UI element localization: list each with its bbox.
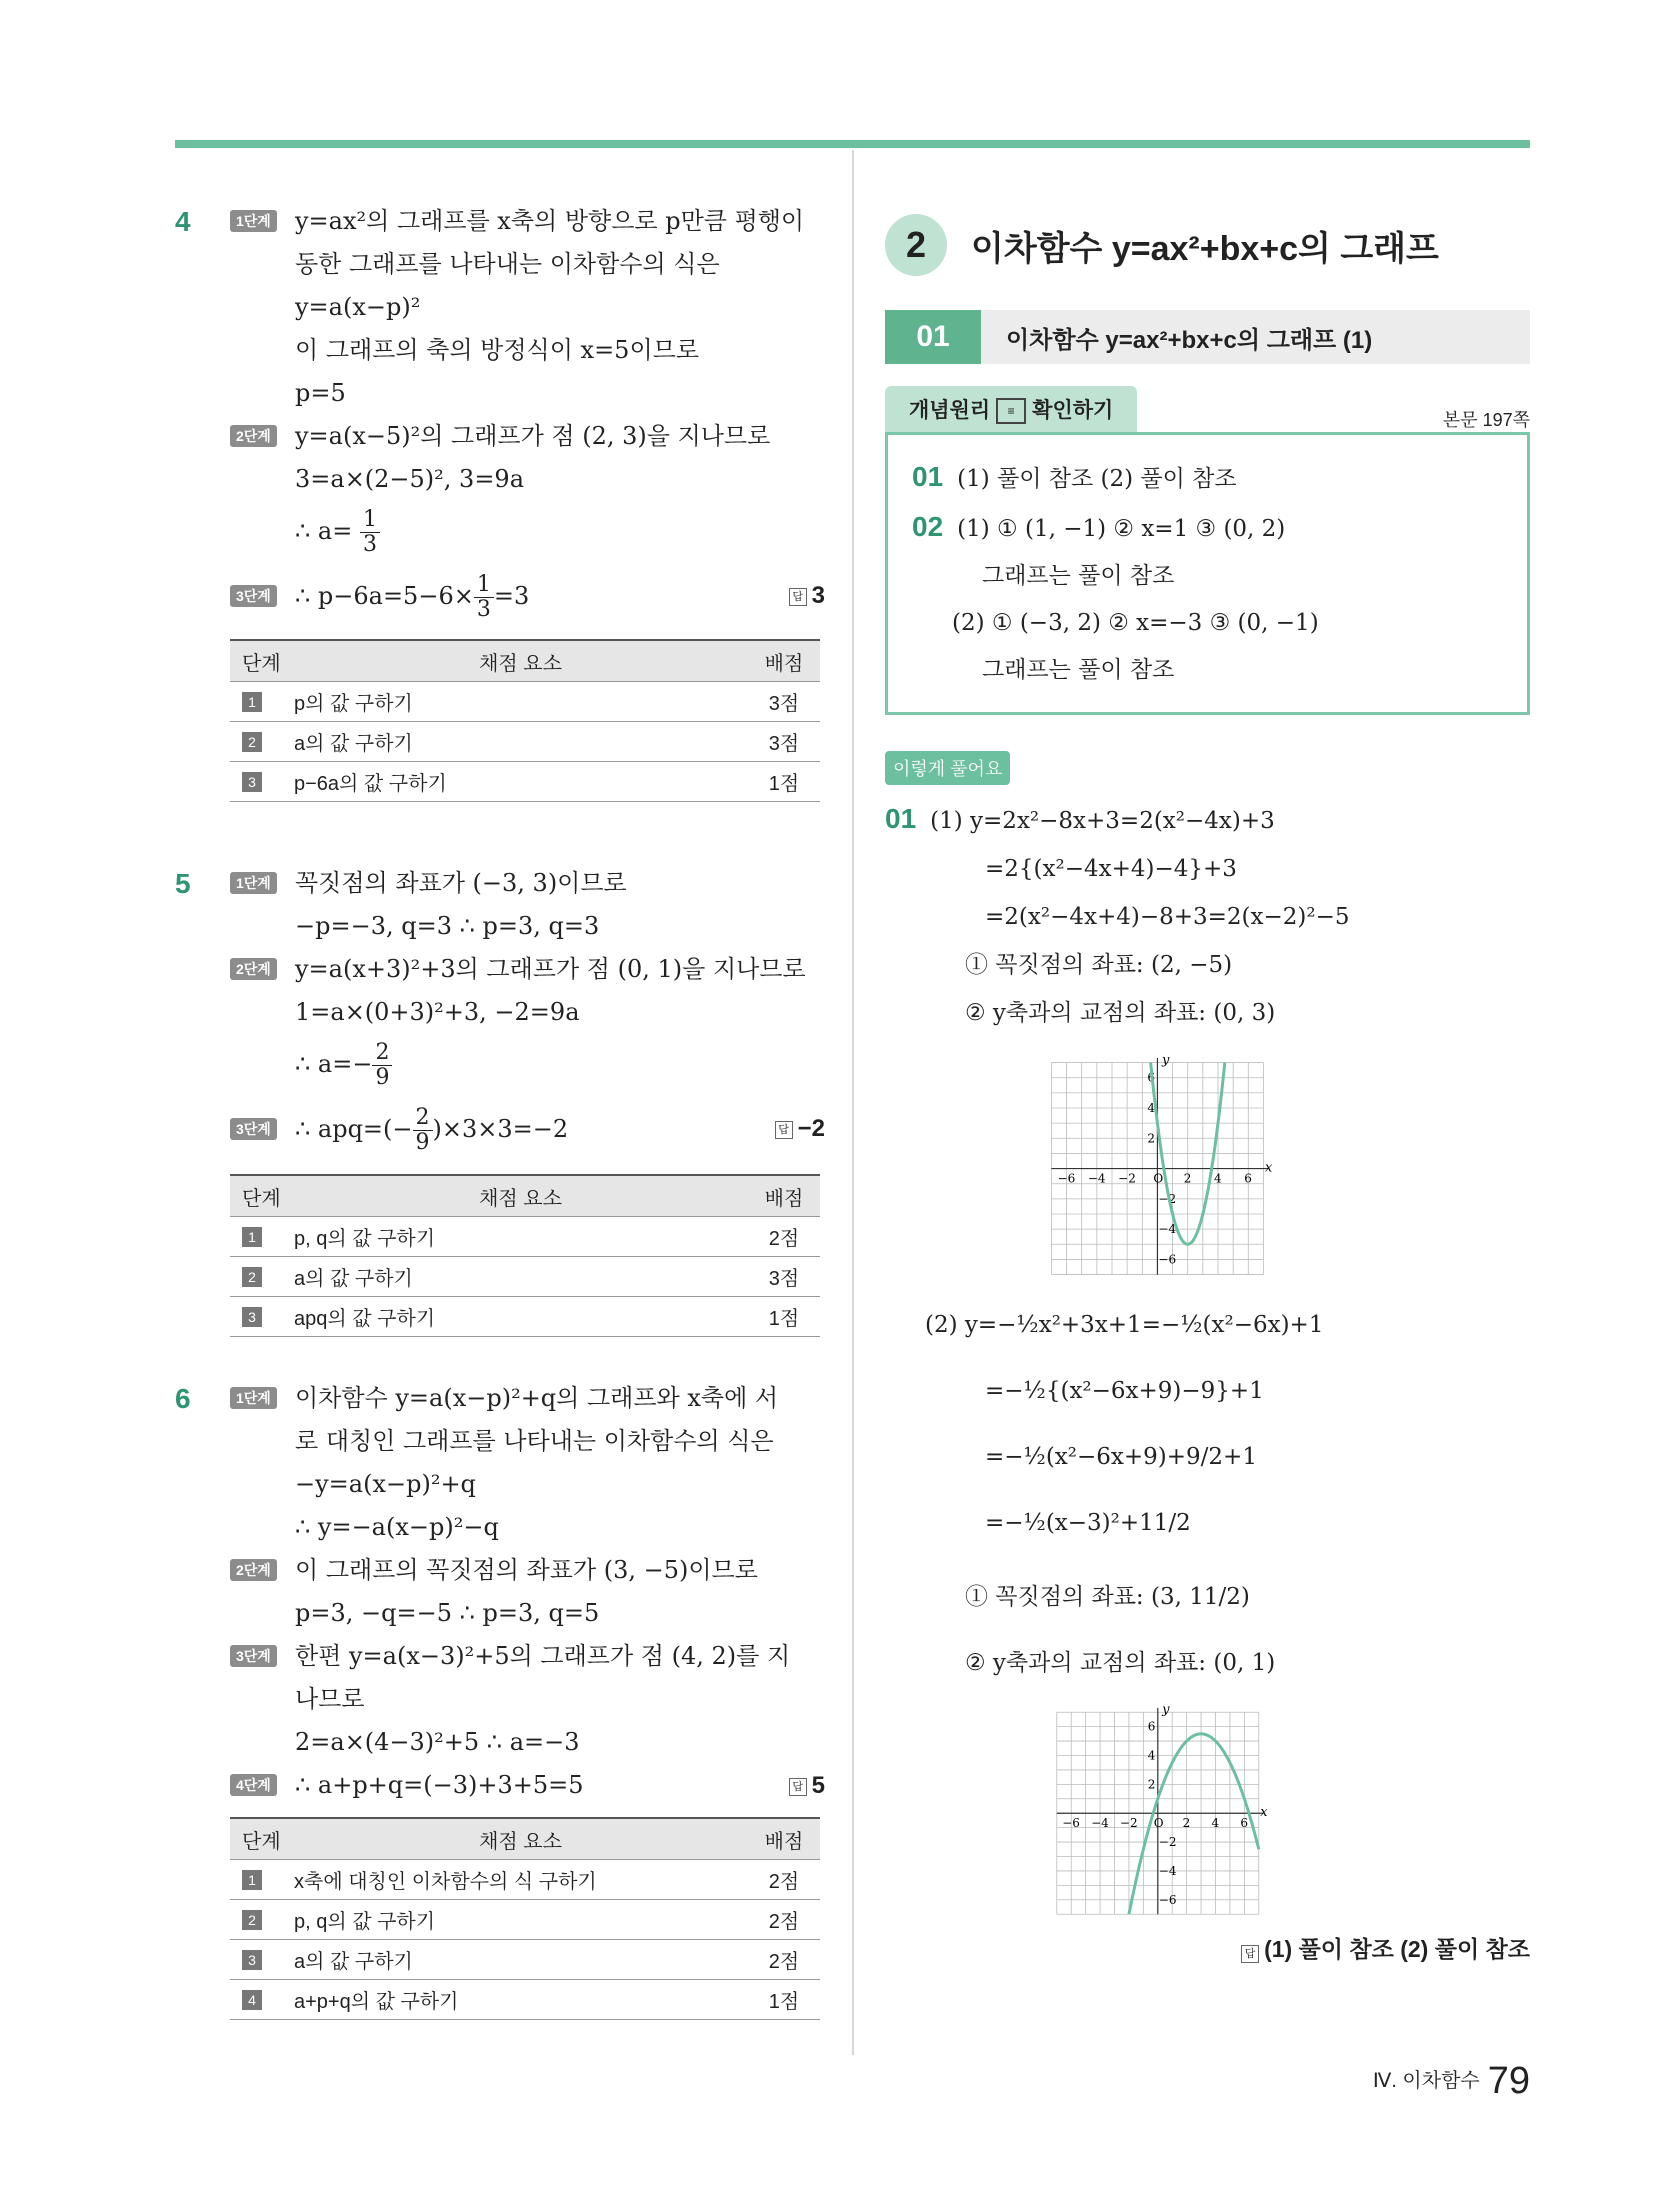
p4-text: ∴ a= xyxy=(295,517,353,545)
col-step: 단계 xyxy=(230,1818,293,1860)
sol-line: =2(x²−4x+4)−8+3=2(x−2)²−5 xyxy=(985,904,1350,931)
points: 2점 xyxy=(748,1860,820,1900)
y-tick-label: −2 xyxy=(1158,1835,1177,1850)
section-title: 이차함수 y=ax²+bx+c의 그래프 xyxy=(971,229,1439,268)
numerator: 2 xyxy=(413,1106,433,1131)
p4-line2: 동한 그래프를 나타내는 이차함수의 식은 xyxy=(295,250,720,278)
denominator: 9 xyxy=(375,1065,390,1090)
x-tick-label: 6 xyxy=(1240,1816,1248,1831)
y-tick-label: −4 xyxy=(1158,1864,1177,1879)
fraction xyxy=(474,573,494,622)
table-row xyxy=(230,762,820,802)
p6-line6: p=3, −q=−5 ∴ p=3, q=5 xyxy=(295,1599,600,1627)
p4-line8 xyxy=(175,501,825,561)
graph-2 xyxy=(1035,1691,1295,1921)
final-answer xyxy=(885,1925,1530,1973)
item-number: 02 xyxy=(912,511,944,543)
x-tick-label: O xyxy=(1153,1172,1164,1187)
points: 3점 xyxy=(748,1257,820,1297)
sol-line: ② y축과의 교점의 좌표: (0, 1) xyxy=(965,1650,1276,1677)
table-row xyxy=(230,722,820,762)
p4-line7: 3=a×(2−5)², 3=9a xyxy=(295,465,525,493)
step-num: 2 xyxy=(242,732,262,752)
p4-text: =3 xyxy=(493,582,530,610)
sol-line: =2{(x²−4x+4)−4}+3 xyxy=(985,856,1237,883)
points: 3점 xyxy=(748,722,820,762)
p6-line3: −y=a(x−p)²+q xyxy=(295,1470,476,1498)
p5-text: 꼭짓점의 좌표가 (−3, 3)이므로 xyxy=(295,869,627,897)
final-text: (1) 풀이 참조 (2) 풀이 참조 xyxy=(1264,1936,1530,1963)
table-row xyxy=(230,1860,820,1900)
answer-mark-icon: 답 xyxy=(775,1121,793,1139)
y-tick-label: 2 xyxy=(1147,1777,1156,1792)
p6-line8: 나므로 xyxy=(295,1685,365,1713)
problem-4 xyxy=(175,200,825,802)
x-tick-label: −2 xyxy=(1118,1172,1136,1187)
p5-line3 xyxy=(175,948,825,991)
left-column xyxy=(175,200,825,2020)
x-tick-label: 6 xyxy=(1244,1172,1252,1187)
sol-text: (1) y=2x²−8x+3=2(x²−4x)+3 xyxy=(930,808,1275,835)
problem-5 xyxy=(175,862,825,1337)
points: 1점 xyxy=(748,762,820,802)
concept-tab-row xyxy=(885,386,1530,432)
right-column xyxy=(885,200,1530,1973)
step-badge: 3단계 xyxy=(230,1118,277,1140)
x-tick-label: 2 xyxy=(1183,1172,1192,1187)
criteria: p−6a의 값 구하기 xyxy=(293,762,748,802)
x-axis-label: x xyxy=(1260,1805,1268,1821)
denominator: 9 xyxy=(415,1130,430,1155)
problem-number: 6 xyxy=(175,1383,191,1414)
step-badge: 4단계 xyxy=(230,1774,277,1796)
p4-line3: y=a(x−p)² xyxy=(295,293,421,321)
y-tick-label: −6 xyxy=(1158,1893,1177,1908)
column-divider xyxy=(852,150,854,2055)
table-row xyxy=(230,1297,820,1337)
col-points: 배점 xyxy=(748,1175,820,1217)
box-line: 그래프는 풀이 참조 xyxy=(982,657,1175,684)
item-number: 01 xyxy=(885,803,917,835)
criteria: p, q의 값 구하기 xyxy=(293,1217,748,1257)
top-rule xyxy=(175,140,1530,148)
points: 3점 xyxy=(748,682,820,722)
page-reference: 본문 197쪽 xyxy=(1442,410,1530,431)
p5-line6 xyxy=(175,1098,825,1160)
subsection-title: 이차함수 y=ax²+bx+c의 그래프 (1) xyxy=(1006,326,1373,354)
p6-text: ∴ a+p+q=(−3)+3+5=5 xyxy=(295,1771,584,1799)
criteria: a의 값 구하기 xyxy=(293,1257,748,1297)
step-badge: 1단계 xyxy=(230,872,277,894)
subsection-number: 01 xyxy=(885,310,981,364)
numerator: 1 xyxy=(360,508,380,533)
denominator: 3 xyxy=(362,532,377,557)
criteria: a의 값 구하기 xyxy=(293,722,748,762)
col-points: 배점 xyxy=(748,1818,820,1860)
table-row xyxy=(230,682,820,722)
y-tick-label: 6 xyxy=(1147,1071,1156,1086)
criteria: p의 값 구하기 xyxy=(293,682,748,722)
criteria: apq의 값 구하기 xyxy=(293,1297,748,1337)
p5-line1 xyxy=(175,862,825,905)
box-text: (1) ① (1, −1) ② x=1 ③ (0, 2) xyxy=(957,516,1286,543)
p5-line4: 1=a×(0+3)²+3, −2=9a xyxy=(295,998,580,1026)
step-badge: 3단계 xyxy=(230,1645,277,1667)
col-points: 배점 xyxy=(748,640,820,682)
solution-pill: 이렇게 풀어요 xyxy=(885,751,1010,785)
p6-line1 xyxy=(175,1377,825,1420)
p4-text: y=ax²의 그래프를 x축의 방향으로 p만큼 평행이 xyxy=(295,207,805,235)
y-tick-label: −4 xyxy=(1158,1222,1177,1237)
section-header xyxy=(885,200,1530,290)
step-num: 1 xyxy=(242,692,262,712)
problem-number: 5 xyxy=(175,868,191,899)
p6-text: 이차함수 y=a(x−p)²+q의 그래프와 x축에 서 xyxy=(295,1384,779,1412)
x-tick-label: 2 xyxy=(1182,1816,1191,1831)
x-tick-label: −4 xyxy=(1091,1816,1109,1831)
x-tick-label: 4 xyxy=(1211,1816,1220,1831)
page-number: 79 xyxy=(1487,2060,1530,2102)
step-num: 1 xyxy=(242,1870,262,1890)
fraction xyxy=(372,1041,392,1090)
denominator: 3 xyxy=(476,597,491,622)
x-tick-label: O xyxy=(1153,1816,1164,1831)
sol-line: ② y축과의 교점의 좌표: (0, 3) xyxy=(965,1000,1276,1027)
col-criteria: 채점 요소 xyxy=(293,1175,748,1217)
x-tick-label: −6 xyxy=(1062,1816,1080,1831)
y-tick-label: 2 xyxy=(1147,1131,1156,1146)
p5-text: ∴ a=− xyxy=(295,1050,373,1078)
x-tick-label: −2 xyxy=(1119,1816,1138,1831)
table-row xyxy=(230,1980,820,2020)
y-tick-label: 4 xyxy=(1147,1101,1156,1116)
box-line xyxy=(912,503,1503,553)
step-badge: 2단계 xyxy=(230,425,277,447)
points: 2점 xyxy=(748,1900,820,1940)
p6-line9: 2=a×(4−3)²+5 ∴ a=−3 xyxy=(295,1728,580,1756)
step-num: 3 xyxy=(242,772,262,792)
answer-mark-icon: 답 xyxy=(789,588,807,606)
p4-line1 xyxy=(175,200,825,243)
p5-text: )×3×3=−2 xyxy=(432,1115,569,1143)
sol-line: =−½(x²−6x+9)+9/2+1 xyxy=(985,1444,1257,1471)
table-row xyxy=(230,1940,820,1980)
p6-line7 xyxy=(175,1635,825,1678)
p5-line2: −p=−3, q=3 ∴ p=3, q=3 xyxy=(295,912,600,940)
item-number: 01 xyxy=(912,461,944,493)
answer xyxy=(789,1764,825,1807)
numerator: 2 xyxy=(372,1041,392,1066)
p6-line2: 로 대칭인 그래프를 나타내는 이차함수의 식은 xyxy=(295,1427,774,1455)
p6-text: 이 그래프의 꼭짓점의 좌표가 (3, −5)이므로 xyxy=(295,1556,758,1584)
answer xyxy=(775,1098,825,1160)
sol-line: (2) y=−½x²+3x+1=−½(x²−6x)+1 xyxy=(925,1312,1324,1339)
p4-text: y=a(x−5)²의 그래프가 점 (2, 3)을 지나므로 xyxy=(295,422,771,450)
answer-value: 5 xyxy=(811,1772,825,1799)
p5-text: y=a(x+3)²+3의 그래프가 점 (0, 1)을 지나므로 xyxy=(295,955,806,983)
step-badge: 1단계 xyxy=(230,210,277,232)
p5-text: ∴ apq=(− xyxy=(295,1115,413,1143)
sol-line: =−½(x−3)²+11/2 xyxy=(985,1510,1191,1537)
step-num: 1 xyxy=(242,1227,262,1247)
p4-line9 xyxy=(175,565,825,627)
score-table xyxy=(230,639,820,802)
sol-line: =−½{(x²−6x+9)−9}+1 xyxy=(985,1378,1264,1405)
step-badge: 3단계 xyxy=(230,585,277,607)
p4-line5: p=5 xyxy=(295,379,346,407)
criteria: x축에 대칭인 이차함수의 식 구하기 xyxy=(293,1860,748,1900)
concept-tab xyxy=(885,386,1137,432)
y-axis-label: y xyxy=(1161,1053,1170,1069)
table-row xyxy=(230,1217,820,1257)
answer-mark-icon: 답 xyxy=(789,1778,807,1796)
col-criteria: 채점 요소 xyxy=(293,1818,748,1860)
p4-text: ∴ p−6a=5−6× xyxy=(295,582,474,610)
p5-line5 xyxy=(175,1034,825,1094)
box-line: (2) ① (−3, 2) ② x=−3 ③ (0, −1) xyxy=(952,610,1319,637)
col-step: 단계 xyxy=(230,640,293,682)
step-badge: 1단계 xyxy=(230,1387,277,1409)
points: 2점 xyxy=(748,1940,820,1980)
step-num: 3 xyxy=(242,1950,262,1970)
p4-line6 xyxy=(175,415,825,458)
p6-line10 xyxy=(175,1764,825,1807)
score-table xyxy=(230,1174,820,1337)
p4-line4: 이 그래프의 축의 방정식이 x=5이므로 xyxy=(295,336,700,364)
tab-label: 개념원리 xyxy=(909,399,991,422)
graph-1 xyxy=(1035,1041,1295,1281)
points: 2점 xyxy=(748,1217,820,1257)
x-tick-label: −4 xyxy=(1087,1172,1106,1187)
x-tick-label: 4 xyxy=(1214,1172,1222,1187)
col-criteria: 채점 요소 xyxy=(293,640,748,682)
step-num: 4 xyxy=(242,1990,262,2010)
criteria: a의 값 구하기 xyxy=(293,1940,748,1980)
answer-value: 3 xyxy=(811,582,825,609)
y-tick-label: −2 xyxy=(1158,1192,1177,1207)
p6-line4: ∴ y=−a(x−p)²−q xyxy=(295,1513,499,1541)
problem-6 xyxy=(175,1377,825,2020)
col-step: 단계 xyxy=(230,1175,293,1217)
fraction xyxy=(413,1106,433,1155)
table-row xyxy=(230,1900,820,1940)
step-num: 2 xyxy=(242,1910,262,1930)
solution xyxy=(885,795,1530,1973)
y-tick-label: −6 xyxy=(1158,1252,1177,1267)
sol-line: ① 꼭짓점의 좌표: (3, 11/2) xyxy=(965,1584,1250,1611)
fraction xyxy=(360,508,380,557)
answer xyxy=(789,565,825,627)
answer-box xyxy=(885,432,1530,715)
table-row xyxy=(230,1257,820,1297)
sol-line: ① 꼭짓점의 좌표: (2, −5) xyxy=(965,952,1233,979)
p6-text: 한편 y=a(x−3)²+5의 그래프가 점 (4, 2)를 지 xyxy=(295,1642,791,1670)
numerator: 1 xyxy=(474,573,494,598)
score-table xyxy=(230,1817,820,2020)
y-tick-label: 4 xyxy=(1147,1748,1156,1763)
step-num: 3 xyxy=(242,1307,262,1327)
criteria: a+p+q의 값 구하기 xyxy=(293,1980,748,2020)
step-badge: 2단계 xyxy=(230,958,277,980)
section-number: 2 xyxy=(885,214,947,276)
notebook-icon: ≡ xyxy=(996,398,1026,424)
points: 1점 xyxy=(748,1980,820,2020)
box-line xyxy=(912,453,1503,503)
answer-mark-icon: 답 xyxy=(1241,1945,1259,1963)
tab-label: 확인하기 xyxy=(1032,399,1114,422)
box-line: 그래프는 풀이 참조 xyxy=(982,563,1175,590)
problem-number: 4 xyxy=(175,206,191,237)
answer-value: −2 xyxy=(797,1115,825,1142)
criteria: p, q의 값 구하기 xyxy=(293,1900,748,1940)
points: 1점 xyxy=(748,1297,820,1337)
sol-line xyxy=(885,795,1530,845)
y-tick-label: 6 xyxy=(1147,1720,1156,1735)
x-axis-label: x xyxy=(1264,1161,1273,1177)
subsection-bar xyxy=(885,310,1530,364)
chapter-label: Ⅳ. 이차함수 xyxy=(1372,2069,1480,2092)
page-footer xyxy=(1373,2060,1530,2103)
step-badge: 2단계 xyxy=(230,1559,277,1581)
y-axis-label: y xyxy=(1162,1703,1170,1719)
step-num: 2 xyxy=(242,1267,262,1287)
box-text: (1) 풀이 참조 (2) 풀이 참조 xyxy=(957,466,1237,493)
x-tick-label: −6 xyxy=(1057,1172,1076,1187)
p6-line5 xyxy=(175,1549,825,1592)
